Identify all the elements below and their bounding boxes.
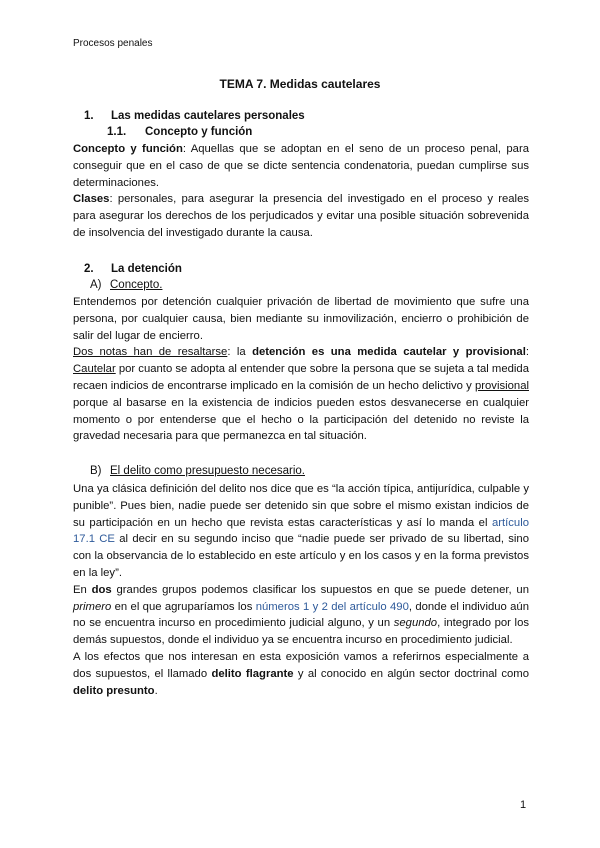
paragraph-dos-grupos: [73, 582, 529, 649]
text-cautelar: Cautelar: [73, 363, 116, 376]
subsection-a-title: Concepto.: [110, 279, 163, 291]
section-2-title: La detención: [111, 263, 182, 275]
text-fragment: :: [525, 346, 529, 359]
text-provisional: provisional: [474, 379, 529, 392]
running-header: Procesos penales: [73, 38, 153, 49]
section-2-number: 2.: [84, 263, 94, 275]
page-title: TEMA 7. Medidas cautelares: [219, 77, 381, 91]
paragraph-detencion-concepto: Entendemos por detención cualquier privación de libertad de movimiento que sufre una persona, por cualquier causa, bien mediante su inmovilización, encierro o prohibición de salir del lugar de encierro.: [73, 296, 529, 342]
text-dos-notas: Dos notas han de resaltarse: [73, 346, 228, 359]
text-fragment: .: [154, 684, 158, 697]
paragraph-dos-notas: [73, 344, 529, 445]
subsection-b-title: El delito como presupuesto necesario.: [110, 465, 305, 477]
subsection-1-1-number: 1.1.: [107, 126, 127, 138]
text-fragment: porque al basarse en la existencia de indicios pueden estos desvanecerse en cualquier momento o por entenderse que el hecho o la participación del detenido no reviste la gravedad necesaria para que permanezca en tal situación.: [73, 396, 529, 443]
paragraph-definicion-delito: [73, 481, 529, 582]
text-segundo: segundo: [393, 617, 438, 630]
label-concepto: Concepto y función: [73, 143, 183, 155]
text-fragment: grandes grupos podemos clasificar los supuestos en que se puede detener, un: [111, 583, 529, 596]
subsection-b-number: B): [90, 465, 102, 477]
link-articulo-17-1-ce[interactable]: artículo 17.1 CE: [73, 516, 529, 546]
section-1-body: [73, 141, 529, 242]
paragraph-clases: [73, 191, 529, 241]
text-fragment: y al conocido en algún sector doctrinal como: [293, 667, 529, 680]
paragraph-supuestos: [73, 649, 529, 699]
subsection-1-1-title: Concepto y función: [145, 126, 253, 138]
subsection-a-heading: [90, 279, 162, 291]
text-fragment: al decir en su segundo inciso que “nadie puede ser privado de su libertad, sino con la observancia de lo establecido en este artículo y en los casos y en la forma previstos en la ley”.: [73, 533, 529, 579]
text-concepto: : Aquellas que se adoptan en el seno de un proceso penal, para conseguir que en el caso de que se dicte sentencia condenatoria, puedan cumplirse sus determinaciones.: [73, 143, 529, 189]
subsection-a-number: A): [90, 279, 102, 291]
link-articulo-490[interactable]: números 1 y 2 del artículo 490: [255, 600, 409, 613]
paragraph-concepto: [73, 141, 529, 191]
text-medida-cautelar: detención es una medida cautelar y provisional: [252, 346, 526, 359]
section-1-title: Las medidas cautelares personales: [111, 110, 305, 122]
text-fragment: , integrado por los demás supuestos, donde el individuo ya se encuentra incurso en procedimiento judicial.: [73, 617, 529, 647]
text-fragment: Una ya clásica definición del delito nos dice que es “la acción típica, antijurídica, culpable y punible”. Pues bien, nadie puede ser detenido sin que sobre el mismo existan indicios de su participación en un hecho que revista estas características y así lo manda el: [73, 483, 529, 529]
text-fragment: , donde el individuo aún no se encuentra incurso en procedimiento judicial alguno, y un: [73, 600, 530, 630]
text-delito-flagrante: delito flagrante: [211, 667, 294, 680]
section-2-heading: [84, 263, 182, 275]
section-1-number: 1.: [84, 110, 94, 122]
text-fragment: A los efectos que nos interesan en esta exposición vamos a referirnos especialmente a dos supuestos, el llamado: [73, 650, 529, 680]
text-clases: : personales, para asegurar la presencia del investigado en el proceso y reales para asegurar los derechos de los perjudicados y evitar una posible situación sobrevenida de insolvencia del investigado durante la causa.: [73, 193, 529, 239]
section-2a-body: [73, 294, 529, 445]
subsection-b-heading: [90, 465, 305, 477]
text-fragment: en el que agruparíamos los: [111, 600, 256, 613]
text-fragment: En: [73, 583, 92, 596]
section-2b-body: [73, 481, 529, 699]
text-dos: dos: [91, 583, 112, 596]
page-number: 1: [520, 799, 527, 811]
subsection-1-1-heading: [107, 126, 252, 138]
text-primero: primero: [73, 600, 112, 613]
label-clases: Clases: [73, 193, 110, 206]
text-fragment: por cuanto se adopta al entender que sobre la persona que se sujeta a tal medida recaen indicios de encontrarse implicado en la comisión de un hecho delictivo y: [73, 363, 529, 392]
text-fragment: : la: [227, 346, 253, 359]
text-delito-presunto: delito presunto: [73, 684, 155, 697]
section-1-heading: [84, 110, 305, 122]
